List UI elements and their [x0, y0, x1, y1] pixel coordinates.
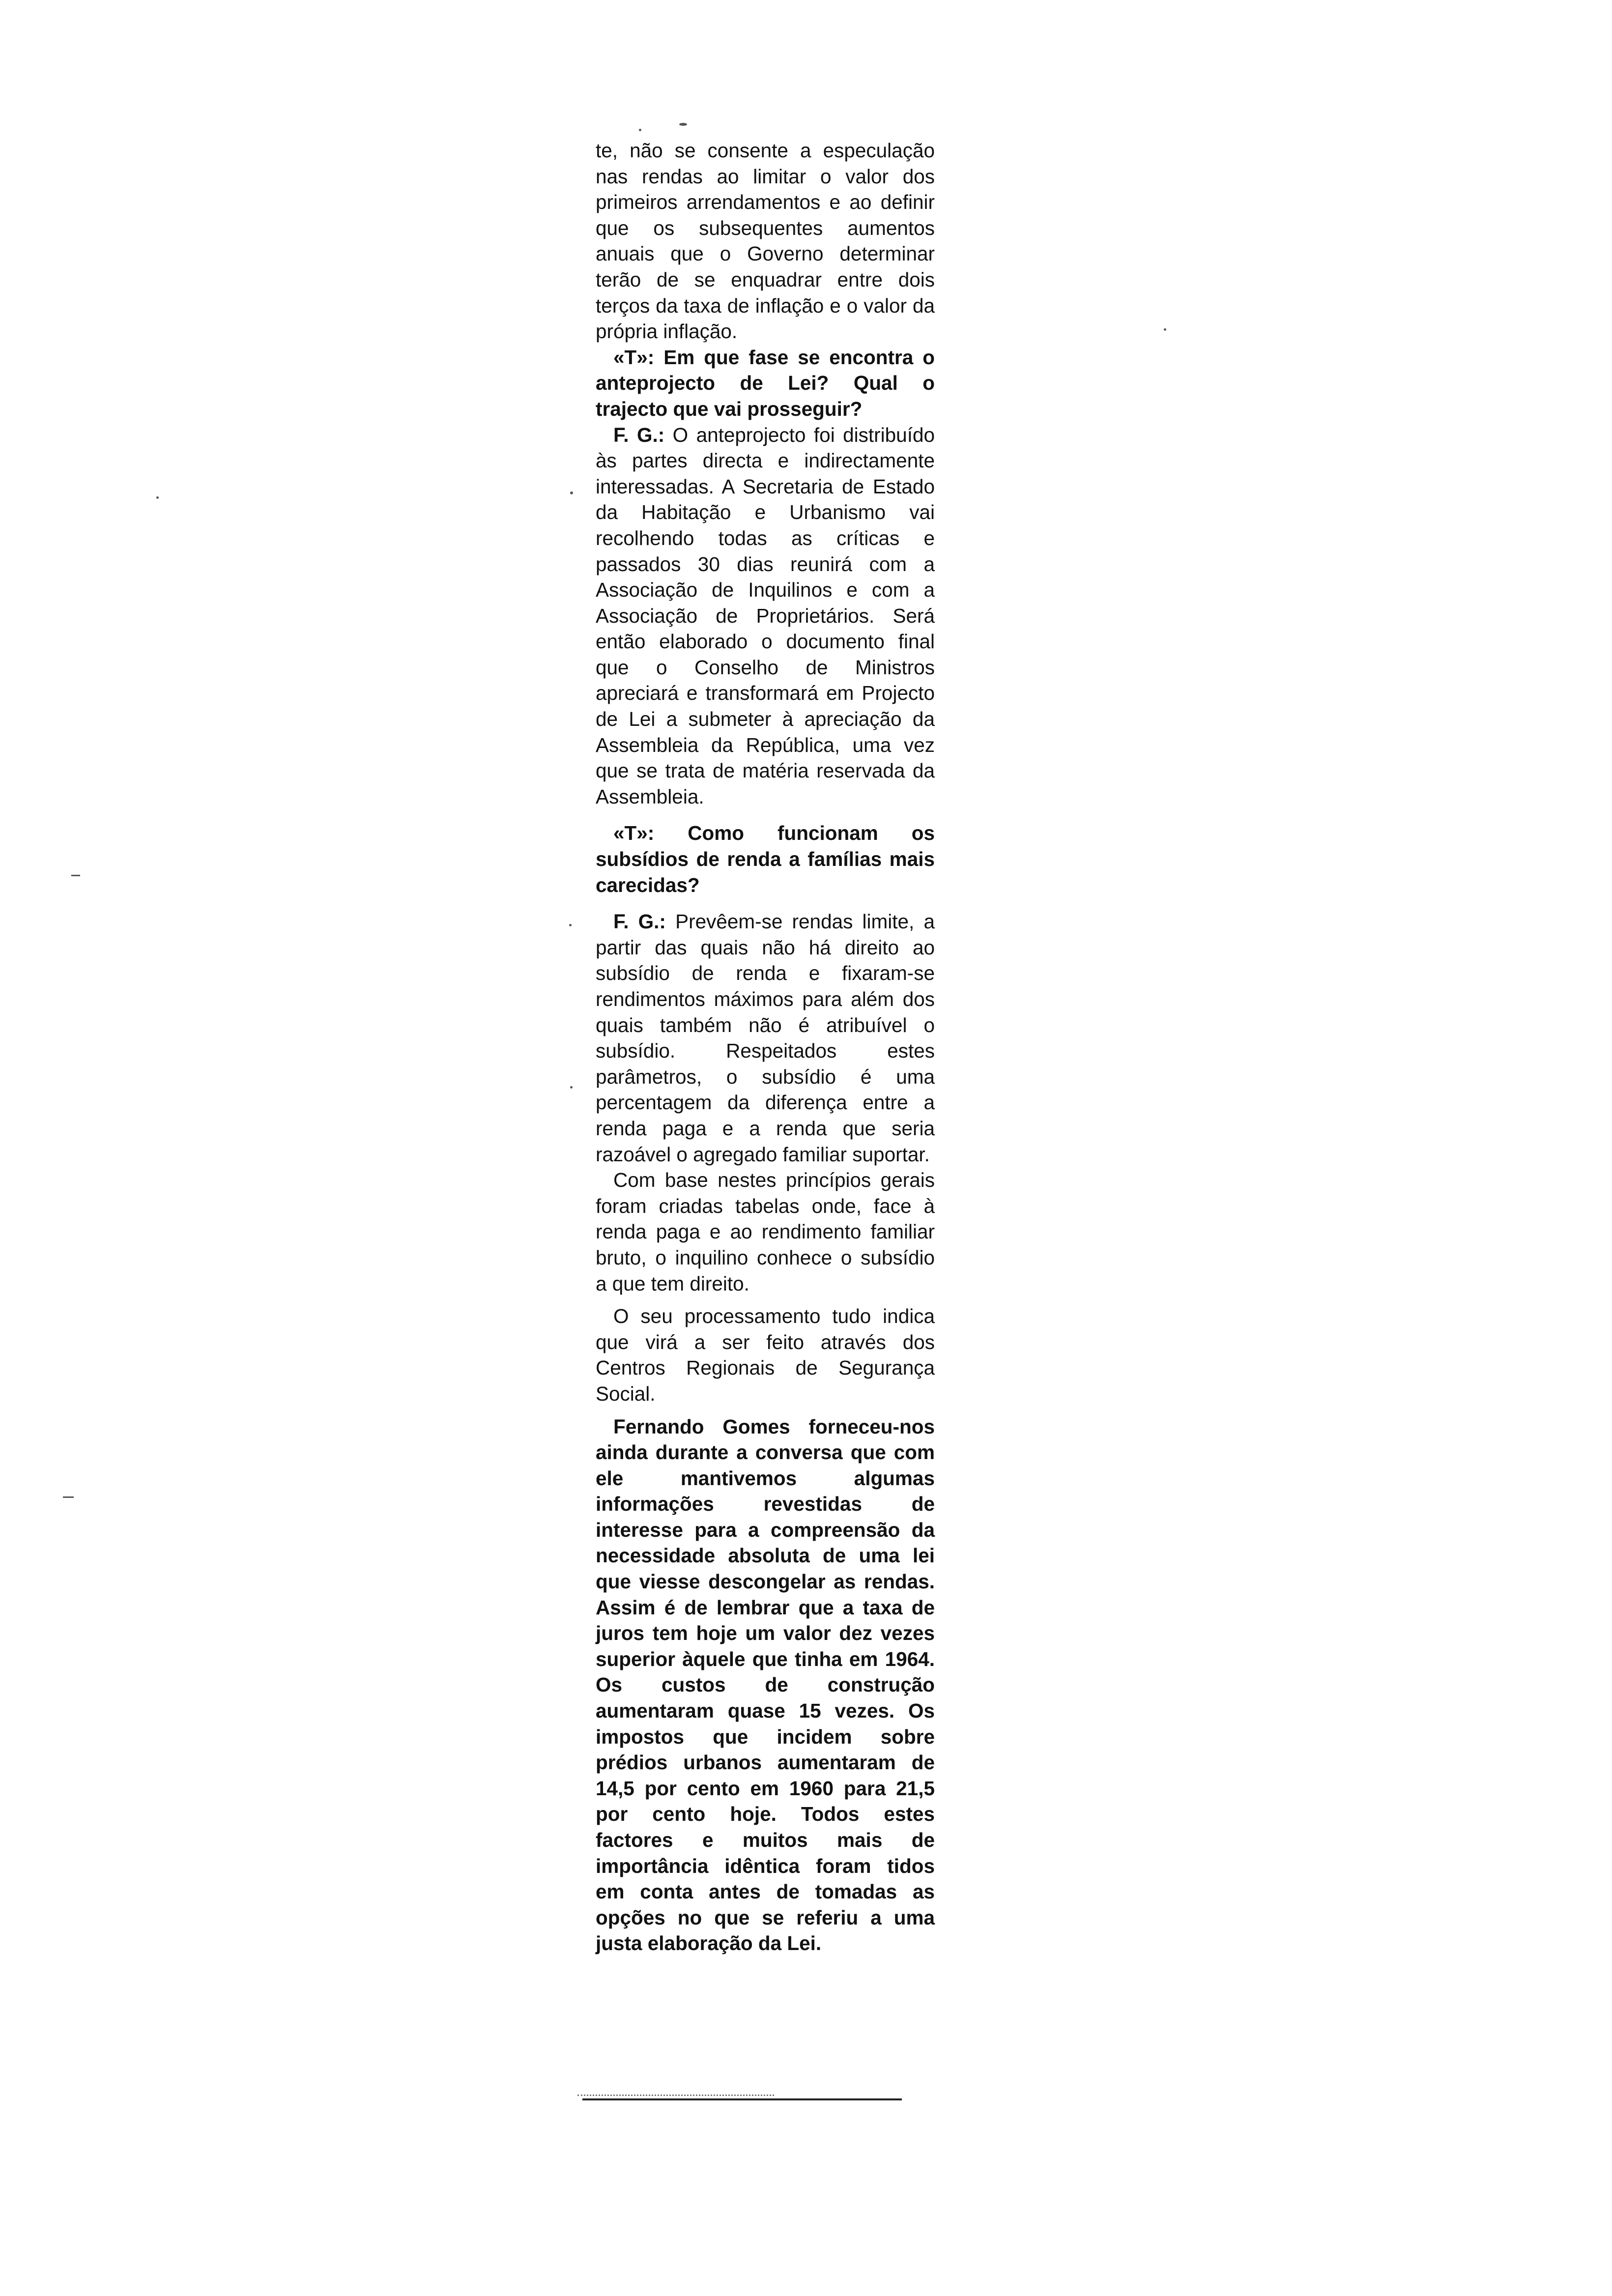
scan-speck	[679, 123, 687, 126]
bottom-rule	[582, 2098, 902, 2100]
question-anteprojecto: «T»: Em que fase se encontra o anteprojecto de Lei? Qual o trajecto que vai prosseguir?	[596, 345, 935, 420]
scan-speck	[1164, 328, 1166, 331]
paragraph-tabelas: Com base nestes princípios gerais foram criadas tabelas onde, face à renda paga e ao rendimento familiar bruto, o inquilino conhece o subsídio a que tem direito.	[596, 1169, 935, 1295]
scan-speck	[71, 875, 80, 876]
scan-speck	[63, 1496, 74, 1498]
closing-paragraph: Fernando Gomes forneceu-nos ainda durante a conversa que com ele mantivemos algumas informações revestidas de interesse para a compreensão da necessidade absoluta de uma lei que viesse descongelar as rendas. Assim é de lembrar que a taxa de juros tem hoje um valor dez vezes superior àquele que tinha em 1964. Os custos de construção aumentaram quase 15 vezes. Os impostos que incidem sobre prédios urbanos aumentaram de 14,5 por cento em 1960 para 21,5 por cento hoje. Todos estes factores e muitos mais de importância idêntica foram tidos em conta antes de tomadas as opções no que se referiu a uma justa elaboração da Lei.	[596, 1415, 935, 1955]
answer-subsidios	[596, 909, 935, 1167]
scan-speck	[570, 1086, 573, 1089]
paragraph-inflation: te, não se consente a especulação nas rendas ao limitar o valor dos primeiros arrendamentos e ao definir que os subsequentes aumentos anuais que o Governo determinar terão de se enquadrar entre dois terços da taxa de inflação e o valor da própria inflação.	[596, 139, 935, 343]
answer-text: O anteprojecto foi distribuído às partes directa e indirectamente interessadas. A Secretaria de Estado da Habitação e Urbanismo vai recolhendo todas as críticas e passados 30 dias reunirá com a Associação de Inquilinos e com a Associação de Proprietários. Será então elaborado o documento final que o Conselho de Ministros apreciará e transformará em Projecto de Lei a submeter à apreciação da Assembleia da República, uma vez que se trata de matéria reservada da Assembleia.	[596, 423, 935, 808]
scan-speck	[639, 129, 641, 131]
article-column	[596, 138, 935, 1956]
speaker-label: F. G.:	[613, 910, 666, 933]
scan-speck	[156, 496, 159, 499]
bottom-rule-dots	[577, 2095, 774, 2097]
paragraph-processamento: O seu processamento tudo indica que virá a ser feito através dos Centros Regionais de Segurança Social.	[596, 1305, 935, 1405]
speaker-label: F. G.:	[613, 423, 665, 446]
scan-speck	[570, 491, 573, 494]
scan-speck	[569, 924, 572, 926]
answer-anteprojecto	[596, 422, 935, 810]
question-subsidios: «T»: Como funcionam os subsídios de renda a famílias mais carecidas?	[596, 822, 935, 896]
answer-text: Prevêem-se rendas limite, a partir das quais não há direito ao subsídio de renda e fixaram-se rendimentos máximos para além dos quais também não é atribuível o subsídio. Respeitados estes parâmetros, o subsídio é uma percentagem da diferença entre a renda paga e a renda que seria razoável o agregado familiar suportar.	[596, 910, 935, 1166]
